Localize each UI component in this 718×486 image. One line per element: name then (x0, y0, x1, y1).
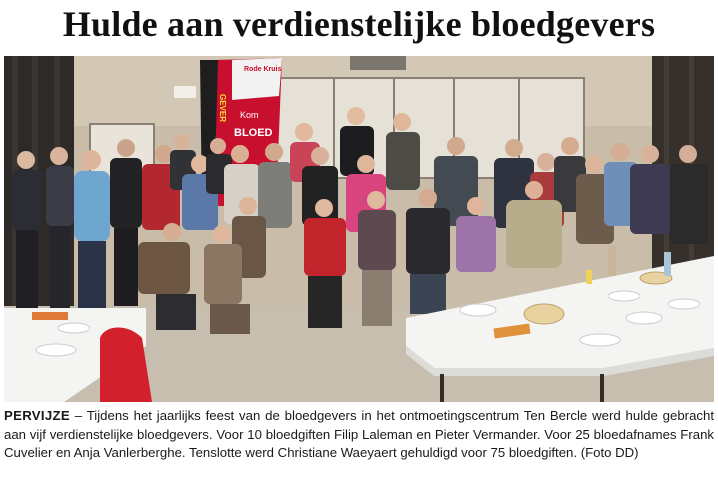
banner-brand: Rode Kruis (244, 66, 282, 73)
headline: Hulde aan verdienstelijke bloedgevers (62, 4, 656, 44)
wall-clock (350, 56, 406, 70)
group-photo-illustration (4, 56, 714, 402)
left-table (4, 308, 152, 402)
caption-body: – Tijdens het jaarlijks feest van de bloedgevers in het ontmoetingscentrum Ten Bercle werd hulde gebracht aan vijf verdienstelijke bloedgevers. Voor 10 bloedgiften Filip Laleman en Pieter Vermander. Voor 25 bloedafnames Frank Cuvelier en Anja Vanlerberghe. Tenslotte werd Christiane Waeyaert gehuldigd voor 75 bloedgiften. (Foto DD) (4, 408, 714, 460)
caption-place: PERVIJZE (4, 408, 70, 423)
banner-line-1: Kom (240, 110, 259, 120)
banner-line-2: BLOED (234, 127, 273, 139)
photo-caption (4, 407, 714, 463)
banner-vertical: GEVER (218, 94, 227, 123)
news-photo (4, 56, 714, 402)
